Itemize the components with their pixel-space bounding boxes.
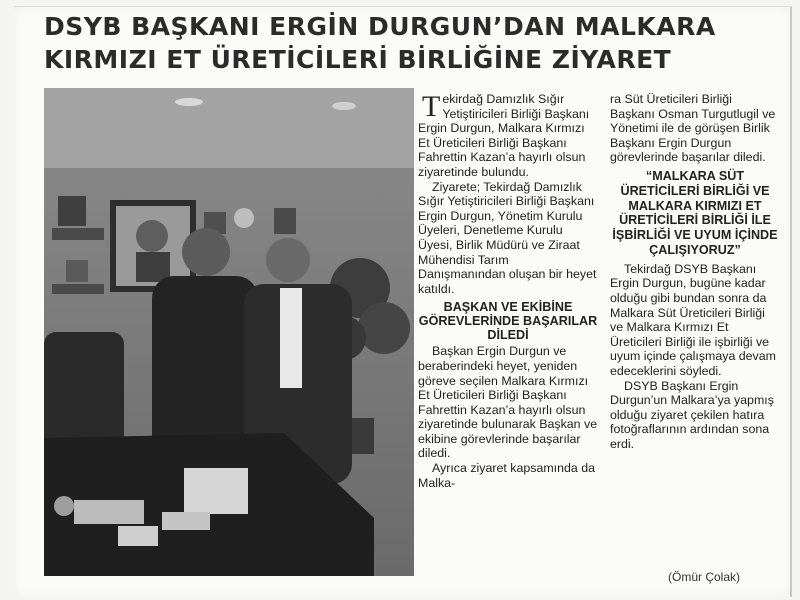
article-subheading: BAŞKAN VE EKİBİNE GÖREVLERİNDE BAŞARILAR DİLEDİ [418, 300, 598, 343]
article-paragraph: Tekirdağ DSYB Başkanı Ergin Durgun, bugüne kadar olduğu gibi bundan sonra da Malkara Süt Üreticileri Birliği ve Malkara Kırmızı Et Üreticileri Birliği ile işbirliği ve uyum içinde çalışmaya devam edeceklerini söyledi. [610, 261, 776, 378]
photo-illustration [44, 88, 414, 576]
article-paragraph: DSYB Başkanı Ergin Durgun’un Malkara’ya yapmış olduğu ziyaret çekilen hatıra fotoğraflarının ardından sona erdi. [610, 378, 774, 451]
article-paragraph: ra Süt Üreticileri Birliği Başkanı Osman Turgutlugil ve Yönetimi ile de görüşen Birlik Başkanı Ergin Durgun görevlerinde başarılar diledi. [610, 92, 776, 165]
byline: (Ömür Çolak) [668, 570, 741, 584]
article-pullquote: “MALKARA SÜT ÜRETİCİLERİ BİRLİĞİ VE MALKARA KIRMIZI ET ÜRETİCİLERİ BİRLİĞİ İLE İŞBİRLİĞİ VE UYUM İÇİNDE ÇALIŞIYORUZ” [612, 168, 778, 257]
article-photo [44, 88, 414, 576]
article-column-2 [610, 92, 780, 451]
article-column-1 [418, 92, 598, 490]
headline: DSYB BAŞKANI ERGİN DURGUN’DAN MALKARA KIRMIZI ET ÜRETİCİLERİ BİRLİĞİNE ZİYARET [44, 12, 716, 74]
drop-cap: T [422, 90, 441, 123]
article-paragraph: Ziyarete; Tekirdağ Damızlık Sığır Yetiştiricileri Birliği Başkanı Ergin Durgun, Yönetim Kurulu Üyeleri, Denetleme Kurulu Üyesi, Birlik Müdürü ve Ziraat Mühendisi Tarım Danışmanından oluşan bir heyet katıldı. [418, 179, 597, 296]
article-paragraph: ekirdağ Damızlık Sığır Yetiştiricileri Birliği Başkanı Ergin Durgun, Malkara Kırmızı Et Üreticileri Birliği Başkanı Fahrettin Kazan’a hayırlı olsun ziyaretinde bulundu. [418, 92, 590, 179]
article-paragraph: Ayrıca ziyaret kapsamında da Malka- [418, 461, 595, 490]
article-paragraph: Başkan Ergin Durgun ve beraberindeki heyet, yeniden göreve seçilen Malkara Kırmızı Et Üreticileri Birliği Başkanı Fahrettin Kazan’a hayırlı olsun ziyaretinde bulunarak Başkan ve ekibine görevlerinde başarılar diledi. [418, 344, 598, 461]
